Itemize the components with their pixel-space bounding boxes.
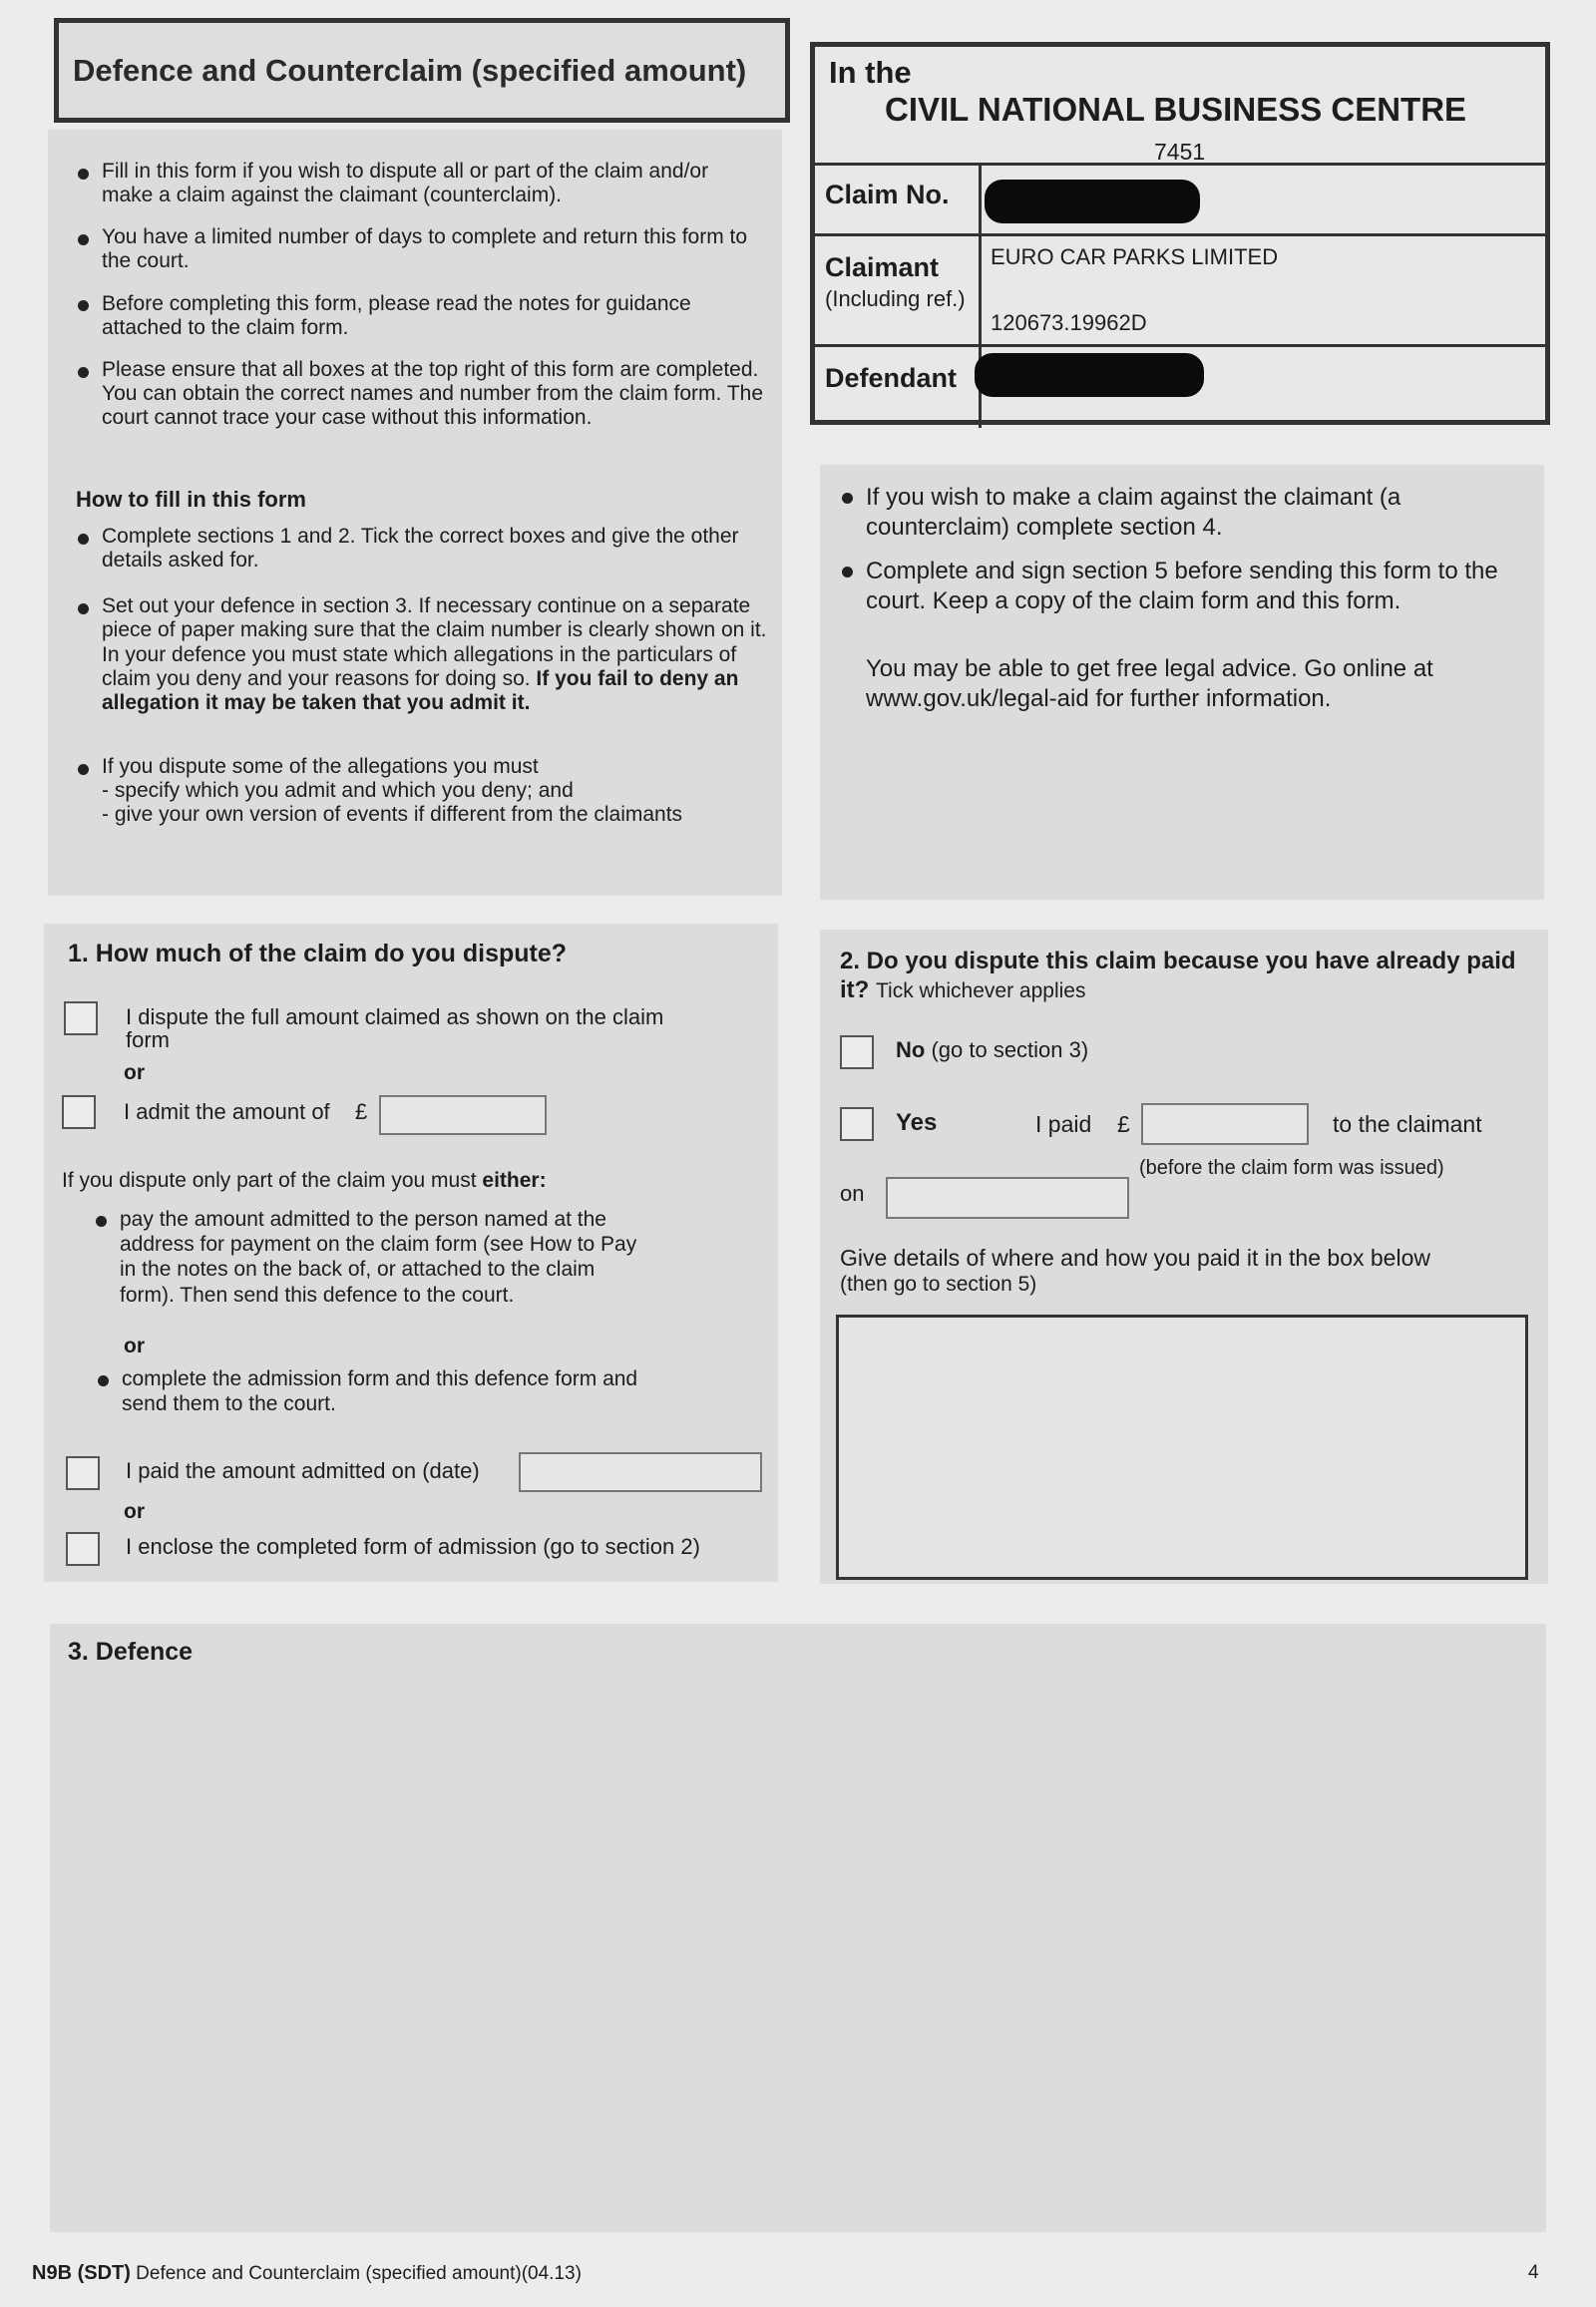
form-title (54, 18, 790, 123)
paid-yes-checkbox[interactable] (840, 1107, 874, 1141)
form-footer-title: Defence and Counterclaim (specified amount)(04.13) (136, 2263, 582, 2284)
paid-no-hint: (go to section 3) (931, 1037, 1089, 1062)
admit-currency: £ (355, 1099, 368, 1124)
right-bullets (840, 483, 1518, 616)
dispute-full-checkbox[interactable] (64, 1001, 98, 1035)
how-to-bullet (76, 594, 774, 715)
how-to-text: Complete sections 1 and 2. Tick the correct boxes and give the other details asked for. (102, 525, 739, 573)
admit-amount-input[interactable] (379, 1095, 547, 1135)
paid-currency: £ (1117, 1111, 1130, 1137)
enclose-admission-checkbox[interactable] (66, 1532, 100, 1566)
part-dispute-text: If you dispute only part of the claim you must (62, 1169, 477, 1192)
how-to-bullet (76, 525, 774, 573)
claim-no-label: Claim No. (825, 180, 950, 209)
intro-bullets (76, 160, 764, 430)
part-dispute-options (94, 1207, 652, 1308)
section-2-panel (820, 930, 1548, 1584)
section-3-heading: 3. Defence (68, 1638, 194, 1666)
how-to-subitem: - specify which you admit and which you deny; and (102, 779, 574, 803)
form-footer (32, 2262, 582, 2285)
claimant-name: EURO CAR PARKS LIMITED (991, 244, 1279, 269)
legal-advice-text: You may be able to get free legal advice. Go online at www.gov.uk/legal-aid for further information. (866, 655, 1433, 712)
section-2-heading (840, 948, 1528, 1005)
intro-bullet: Before completing this form, please read the notes for guidance attached to the claim form. (76, 292, 764, 340)
part-dispute-either: either: (482, 1169, 547, 1192)
sign-bullet: Complete and sign section 5 before sending this form to the court. Keep a copy of the claim form and this form. (840, 557, 1518, 616)
payment-details-hint: (then go to section 5) (840, 1273, 1037, 1296)
admission-form-bullet: complete the admission form and this defence form and send them to the court. (96, 1366, 654, 1416)
claimant-row (815, 233, 1545, 347)
form-code: N9B (SDT) (32, 2262, 131, 2284)
part-dispute-intro (62, 1169, 547, 1193)
admit-amount-label: I admit the amount of (124, 1099, 330, 1124)
claim-no-row (815, 163, 1545, 236)
section-2-hint: Tick whichever applies (876, 978, 1086, 1002)
enclose-admission-label: I enclose the completed form of admission (go to section 2) (126, 1534, 700, 1559)
claim-no-redaction (985, 180, 1200, 223)
intro-bullet: Please ensure that all boxes at the top right of this form are completed. You can obtain the correct names and number from the claim form. The court cannot trace your case without this information. (76, 358, 764, 430)
case-details-table (810, 42, 1550, 425)
how-to-bullet (76, 755, 774, 827)
section-3-panel[interactable] (50, 1624, 1546, 2232)
admit-amount-checkbox[interactable] (62, 1095, 96, 1129)
or-label: or (124, 1335, 145, 1357)
paid-amount-input[interactable] (1141, 1103, 1309, 1145)
court-code: 7451 (1154, 139, 1206, 165)
defendant-row (815, 344, 1545, 428)
paid-no-checkbox[interactable] (840, 1035, 874, 1069)
payment-details-instruction: Give details of where and how you paid it in the box below (840, 1245, 1430, 1271)
in-the-label: In the (829, 55, 912, 90)
form-title-text: Defence and Counterclaim (specified amount) (73, 52, 747, 88)
paid-date-input[interactable] (519, 1452, 762, 1492)
or-label: or (124, 1061, 145, 1084)
i-paid-label: I paid (1035, 1111, 1092, 1137)
claimant-label: Claimant (825, 252, 940, 282)
before-issued-note: (before the claim form was issued) (1139, 1157, 1444, 1179)
court-name: CIVIL NATIONAL BUSINESS CENTRE (885, 91, 1467, 128)
or-label: or (124, 1500, 145, 1523)
claimant-sub-label: (Including ref.) (825, 286, 966, 311)
how-to-subitem: - give your own version of events if different from the claimants (102, 803, 683, 827)
payment-details-textarea[interactable] (836, 1315, 1528, 1580)
part-dispute-options (96, 1366, 654, 1416)
intro-bullet: Fill in this form if you wish to dispute all or part of the claim and/or make a claim against the claimant (counterclaim). (76, 160, 764, 207)
paid-on-label: on (840, 1181, 865, 1206)
pay-admitted-bullet: pay the amount admitted to the person named at the address for payment on the claim form (see How to Pay in the notes on the back of, or attached to the claim form). Then send this defence to the court. (94, 1207, 652, 1308)
how-to-text: If you dispute some of the allegations you must (102, 754, 539, 778)
intro-panel-left (48, 130, 782, 896)
section-2-question: 2. Do you dispute this claim because you have already paid it? (840, 948, 1516, 1003)
paid-on-date-input[interactable] (886, 1177, 1129, 1219)
how-to-text: Set out your defence in section 3. If necessary continue on a separate piece of paper making sure that the claim number is clearly shown on it. In your defence you must state which allegations in the particulars of claim you deny and your reasons for doing so. (102, 594, 767, 690)
page-number: 4 (1528, 2262, 1539, 2283)
claimant-ref: 120673.19962D (991, 310, 1147, 335)
paid-admitted-label: I paid the amount admitted on (date) (126, 1458, 480, 1483)
paid-admitted-checkbox[interactable] (66, 1456, 100, 1490)
counterclaim-bullet: If you wish to make a claim against the claimant (a counterclaim) complete section 4. (840, 483, 1518, 543)
paid-yes-label: Yes (896, 1109, 938, 1136)
dispute-full-label: I dispute the full amount claimed as shown on the claim form (126, 1004, 664, 1053)
intro-panel-right (820, 465, 1544, 900)
defendant-label: Defendant (825, 363, 958, 393)
intro-bullet: You have a limited number of days to complete and return this form to the court. (76, 225, 764, 273)
defendant-redaction (975, 353, 1204, 397)
how-to-warning: If you fail to deny an allegation it may be taken that you admit it. (102, 666, 739, 714)
how-to-heading: How to fill in this form (76, 487, 306, 512)
to-claimant-label: to the claimant (1333, 1111, 1482, 1137)
section-1-panel (44, 924, 778, 1582)
how-to-bullets (76, 525, 774, 827)
section-1-heading: 1. How much of the claim do you dispute? (68, 940, 568, 967)
paid-no-text: No (896, 1037, 926, 1062)
paid-no-label (896, 1037, 1088, 1063)
